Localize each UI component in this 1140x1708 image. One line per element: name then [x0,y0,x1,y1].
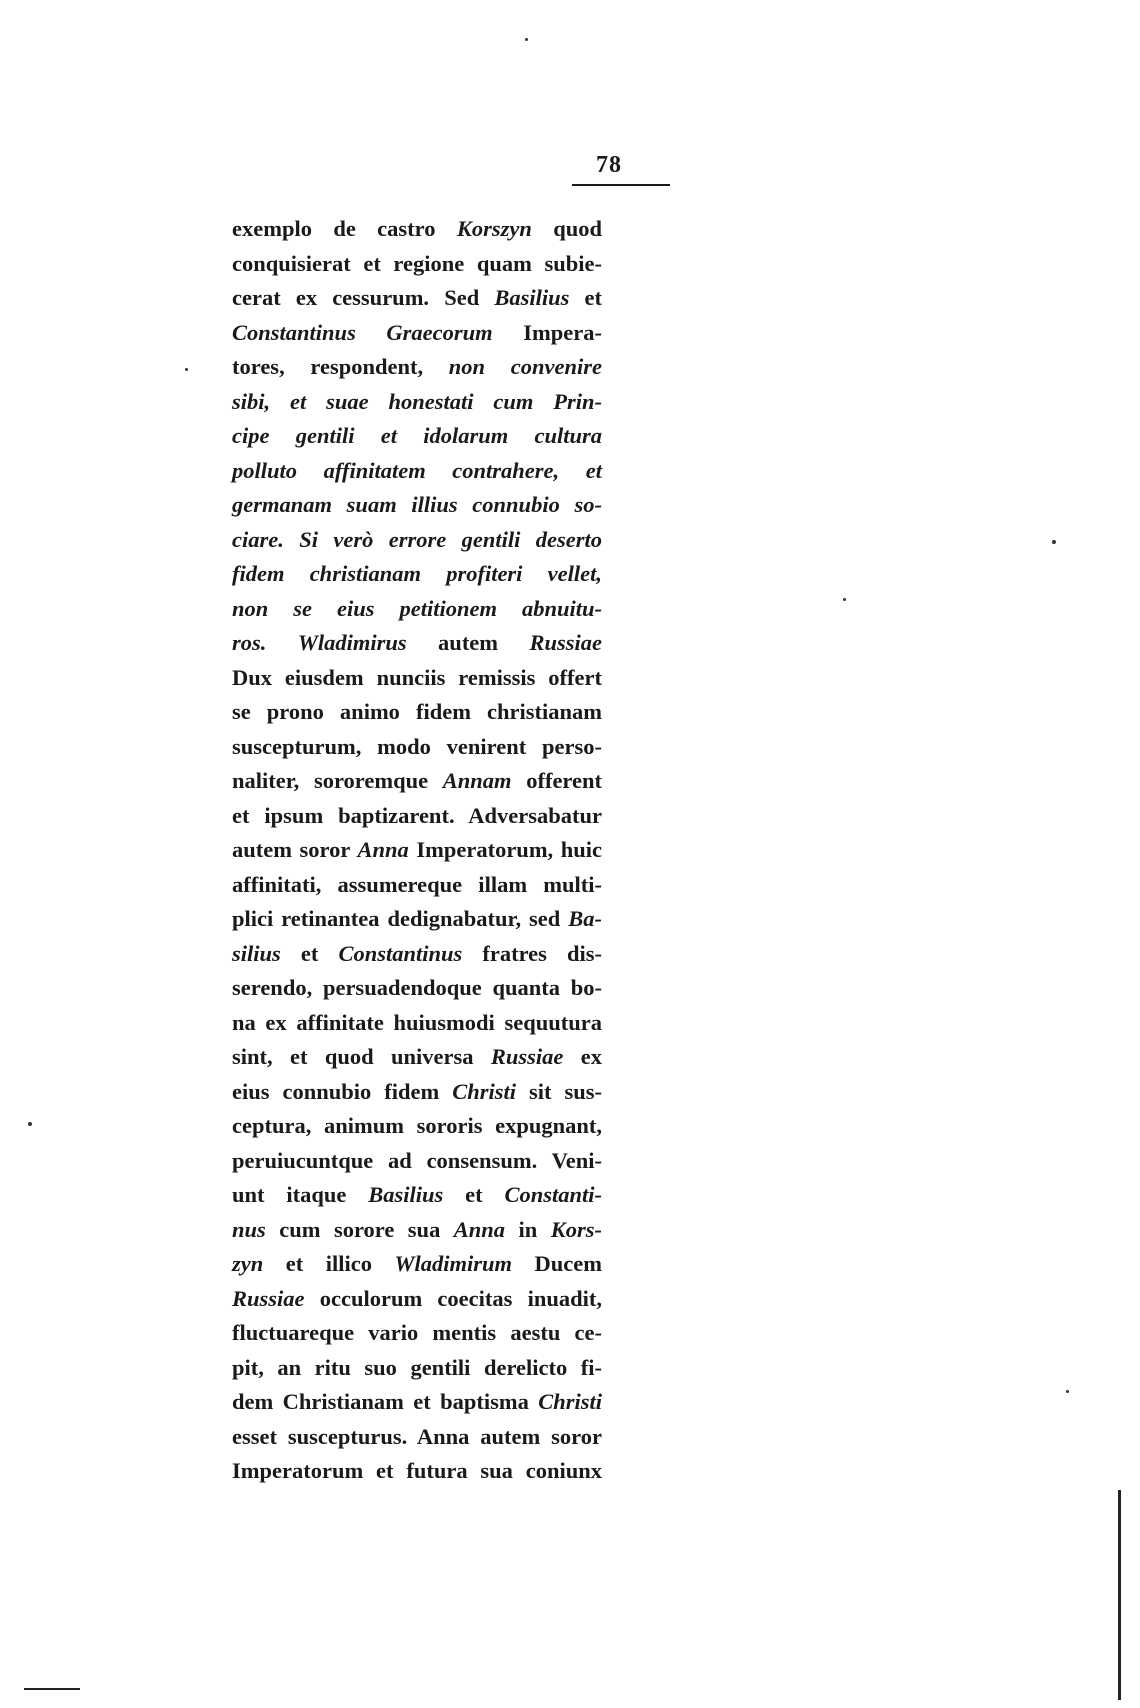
text-line [232,730,602,765]
italic-text: Russiae [490,1044,564,1069]
italic-text: non convenire [448,354,602,379]
text-line [232,212,602,247]
text-run: eius connubio fidem [232,1078,453,1104]
text-line [232,488,602,523]
text-line [232,385,602,420]
text-run: tores, respondent, [232,354,449,379]
italic-text: polluto affinitatem contrahere, et [232,457,602,483]
italic-text: ciare. Si verò errore gentili deserto [232,526,602,552]
italic-text: sibi, et suae honestati cum Prin- [232,388,602,414]
scan-speck [28,1122,32,1126]
text-line [232,1006,602,1041]
text-run: serendo, persuadendoque quanta bo- [232,975,602,1000]
text-line [232,626,602,661]
text-line [232,1040,602,1075]
text-run: in [505,1216,551,1242]
text-line [232,1247,602,1282]
text-line [232,1144,602,1179]
italic-text: Constanti- [504,1182,603,1207]
italic-text: germanam suam illius connubio so- [232,492,602,517]
text-run: suscepturum, modo venirent perso- [232,733,602,759]
text-run: cerat ex cessurum. Sed [232,285,495,310]
text-run: fluctuareque vario mentis aestu ce- [232,1320,602,1345]
text-run: esset suscepturus. Anna autem soror [232,1423,602,1449]
text-line [232,1420,602,1455]
text-run: naliter, sororemque [232,768,443,793]
scan-speck [843,598,846,601]
text-run: Imperatorum, huic [408,837,602,862]
text-line [232,454,602,489]
text-run: Impera- [492,319,602,345]
text-run: quod [531,216,602,241]
text-line [232,247,602,282]
text-run: et [569,285,602,310]
text-line [232,523,602,558]
text-line [232,1282,602,1317]
text-run: Ducem [512,1251,602,1276]
text-line [232,661,602,696]
text-line [232,1075,602,1110]
text-line [232,281,602,316]
text-run: sit sus- [516,1078,602,1104]
italic-text: Kors- [550,1216,602,1242]
italic-text: silius [232,940,281,966]
page-number: 78 [596,152,622,178]
text-run: cum sorore sua [265,1216,454,1242]
italic-text: Constantinus Graecorum [232,319,493,345]
text-run: dem Christianam et baptisma [232,1389,539,1414]
text-line [232,868,602,903]
text-line [232,902,602,937]
text-run: pit, an ritu suo gentili derelicto fi- [232,1354,602,1380]
text-line [232,419,602,454]
text-line [232,1316,602,1351]
scan-speck [1052,540,1056,544]
text-line [232,937,602,972]
text-run: ceptura, animum sororis expugnant, [232,1113,602,1138]
italic-text: Russiae [529,630,602,655]
italic-text: Annam [442,768,512,793]
italic-text: cipe gentili et idolarum cultura [232,423,602,448]
text-line [232,1351,602,1386]
body-text [232,212,602,1489]
text-line [232,350,602,385]
text-run: exemplo de castro [232,216,457,241]
italic-text: ros. [232,630,267,655]
text-line [232,695,602,730]
text-run: et ipsum baptizarent. Adversabatur [232,802,602,828]
text-line [232,1454,602,1489]
italic-text: Christi [538,1389,602,1414]
italic-text: Constantinus [338,940,463,966]
text-run: autem soror [232,837,358,862]
italic-text: Basilius [494,285,570,310]
italic-text: Anna [453,1216,506,1242]
text-run: Imperatorum et futura sua coniunx [232,1458,602,1483]
italic-text: Anna [357,837,409,862]
italic-text: Wladimirum [394,1251,513,1276]
text-run: plici retinantea dedignabatur, sed [232,906,569,931]
italic-text: fidem christianam profiteri vellet, [232,561,602,586]
text-run: unt itaque [232,1182,369,1207]
text-line [232,1178,602,1213]
text-run: offerent [511,768,603,793]
text-run: affinitati, assumereque illam multi- [232,871,602,897]
text-run: se prono animo fidem christianam [232,699,602,724]
text-line [232,557,602,592]
text-run: et [280,940,339,966]
text-run: sint, et quod universa [232,1044,491,1069]
italic-text: Ba- [568,906,602,931]
scan-speck [1066,1390,1069,1393]
text-run: fratres dis- [462,940,602,966]
scan-speck [525,38,528,41]
text-run: peruiucuntque ad consensum. Veni- [232,1147,602,1173]
italic-text: zyn [232,1251,264,1276]
text-line [232,1213,602,1248]
scan-edge-mark [1118,1490,1121,1700]
text-run: et illico [263,1251,395,1276]
text-run: occulorum coecitas inuadit, [304,1285,602,1311]
italic-text: non se eius petitionem abnuitu- [232,595,602,621]
text-line [232,592,602,627]
text-line [232,316,602,351]
text-run: autem [406,630,530,655]
italic-text: Wladimirus [297,630,407,655]
text-line [232,764,602,799]
text-line [232,1109,602,1144]
text-line [232,833,602,868]
text-run: Dux eiusdem nunciis remissis offert [232,664,602,690]
italic-text: Basilius [368,1182,444,1207]
text-run: ex [563,1044,602,1069]
italic-text: Korszyn [456,216,532,241]
page-number-rule [572,184,670,186]
italic-text: Christi [452,1078,517,1104]
text-line [232,1385,602,1420]
italic-text: Russiae [232,1285,305,1311]
text-run: conquisierat et regione quam subie- [232,250,602,276]
text-line [232,971,602,1006]
text-run: na ex affinitate huiusmodi sequutura [232,1009,602,1035]
scan-corner-mark [24,1688,80,1690]
text-run [266,630,297,655]
scan-speck [185,368,188,371]
text-run: et [443,1182,505,1207]
text-line [232,799,602,834]
italic-text: nus [232,1216,266,1242]
